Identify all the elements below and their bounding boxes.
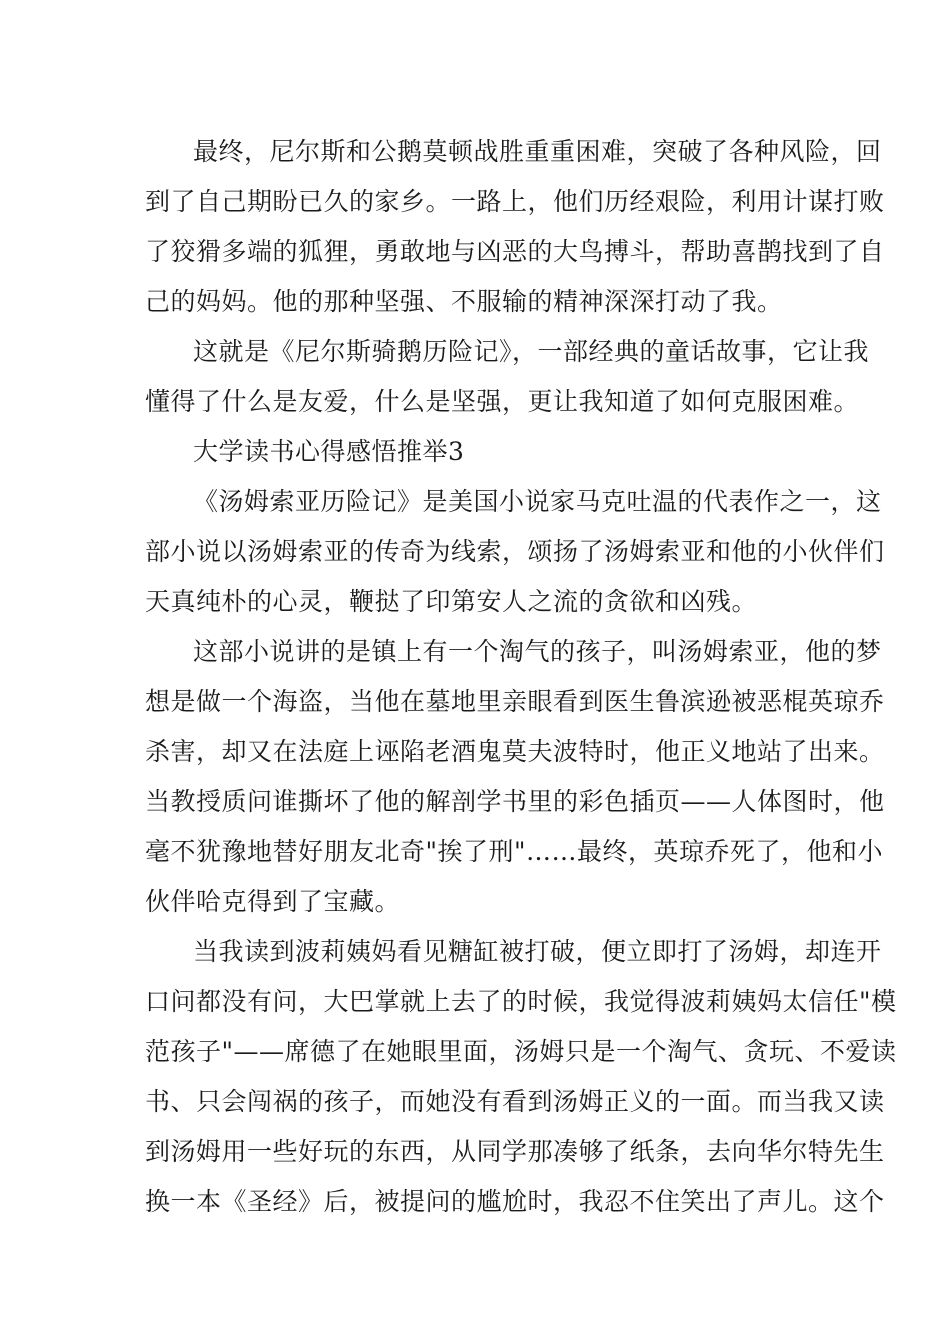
text-line: 这部小说讲的是镇上有一个淘气的孩子，叫汤姆索亚，他的梦: [193, 637, 882, 666]
text-line: 懂得了什么是友爱，什么是坚强，更让我知道了如何克服困难。: [145, 387, 860, 416]
text-line: 天真纯朴的心灵，鞭挞了印第安人之流的贪欲和凶残。: [145, 587, 758, 616]
text-line: 到汤姆用一些好玩的东西，从同学那凑够了纸条，去向华尔特先生: [145, 1137, 885, 1166]
section-heading: 大学读书心得感悟推举3: [193, 437, 465, 466]
text-line: 杀害，却又在法庭上诬陷老酒鬼莫夫波特时，他正义地站了出来。: [145, 737, 885, 766]
text-line: 到了自己期盼已久的家乡。一路上，他们历经艰险，利用计谋打败: [145, 187, 885, 216]
text-line: 最终，尼尔斯和公鹅莫顿战胜重重困难，突破了各种风险，回: [193, 137, 882, 166]
text-line: 《汤姆索亚历险记》是美国小说家马克吐温的代表作之一，这: [193, 487, 882, 516]
text-line: 换一本《圣经》后，被提问的尴尬时，我忍不住笑出了声儿。这个: [145, 1187, 885, 1216]
text-line: 当教授质问谁撕坏了他的解剖学书里的彩色插页——人体图时，他: [145, 787, 885, 816]
text-line: 伙伴哈克得到了宝藏。: [145, 887, 401, 916]
text-line: 书、只会闯祸的孩子，而她没有看到汤姆正义的一面。而当我又读: [145, 1087, 885, 1116]
text-line: 己的妈妈。他的那种坚强、不服输的精神深深打动了我。: [145, 287, 783, 316]
text-line: 部小说以汤姆索亚的传奇为线索，颂扬了汤姆索亚和他的小伙伴们: [145, 537, 885, 566]
text-line: 当我读到波莉姨妈看见糖缸被打破，便立即打了汤姆，却连开: [193, 937, 882, 966]
text-line: 毫不犹豫地替好朋友北奇"挨了刑"……最终，英琼乔死了，他和小: [145, 837, 884, 866]
text-line: 范孩子"——席德了在她眼里面，汤姆只是一个淘气、贪玩、不爱读: [145, 1037, 897, 1066]
text-line: 口问都没有问，大巴掌就上去了的时候，我觉得波莉姨妈太信任"模: [145, 987, 897, 1016]
text-line: 想是做一个海盗，当他在墓地里亲眼看到医生鲁滨逊被恶棍英琼乔: [145, 687, 885, 716]
text-line: 这就是《尼尔斯骑鹅历险记》，一部经典的童话故事，它让我: [193, 337, 870, 366]
text-line: 了狡猾多端的狐狸，勇敢地与凶恶的大鸟搏斗，帮助喜鹊找到了自: [145, 237, 885, 266]
